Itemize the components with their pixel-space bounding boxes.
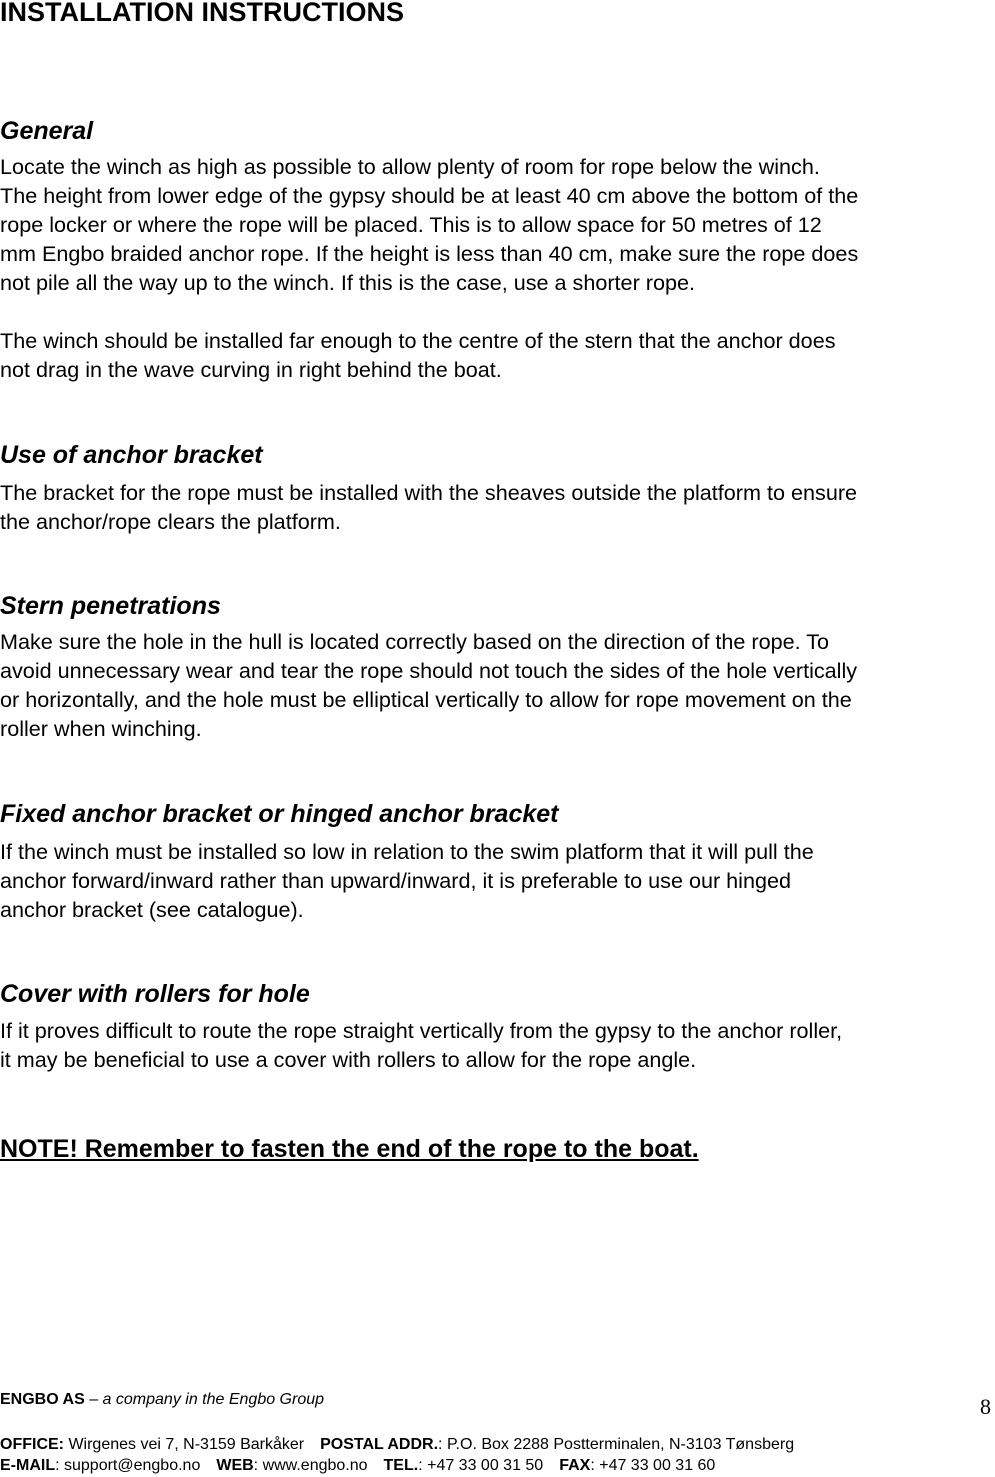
text-line: not drag in the wave curving in right behind the boat. (0, 357, 502, 382)
tel-value: : +47 33 00 31 50 (418, 1457, 544, 1474)
text-line: anchor bracket (see catalogue). (0, 897, 304, 922)
paragraph-cover-rollers (0, 1016, 995, 1074)
paragraph-general-2 (0, 326, 995, 384)
web-value: : www.engbo.no (253, 1457, 368, 1474)
footer-company (0, 1390, 324, 1410)
fax-value: : +47 33 00 31 60 (590, 1457, 716, 1474)
text-line: The bracket for the rope must be installed with the sheaves outside the platform to ensure (0, 480, 858, 505)
company-tagline: a company in the Engbo Group (102, 1391, 325, 1408)
text-line: Make sure the hole in the hull is located correctly based on the direction of the rope. To (0, 629, 830, 654)
company-name: ENGBO AS (0, 1391, 85, 1408)
section-heading-cover-rollers: Cover with rollers for hole (0, 980, 310, 1008)
fax-label: FAX (559, 1457, 591, 1474)
page-number: 8 (980, 1394, 991, 1419)
section-heading-general: General (0, 117, 94, 145)
footer-contact-line (0, 1456, 715, 1476)
section-heading-anchor-bracket: Use of anchor bracket (0, 441, 263, 469)
text-line: Locate the winch as high as possible to allow plenty of room for rope below the winch. (0, 154, 820, 179)
text-line: roller when winching. (0, 716, 202, 741)
text-line: mm Engbo braided anchor rope. If the height is less than 40 cm, make sure the rope does (0, 241, 859, 266)
text-line: it may be beneficial to use a cover with rollers to allow for the rope angle. (0, 1047, 697, 1072)
text-line: anchor forward/inward rather than upward/inward, it is preferable to use our hinged (0, 868, 792, 893)
tel-label: TEL. (383, 1457, 419, 1474)
company-separator: – (84, 1391, 103, 1408)
email-value: : support@engbo.no (55, 1457, 201, 1474)
office-label: OFFICE: (0, 1436, 64, 1453)
text-line: not pile all the way up to the winch. If this is the case, use a shorter rope. (0, 270, 695, 295)
text-line: the anchor/rope clears the platform. (0, 509, 341, 534)
text-line: or horizontally, and the hole must be elliptical vertically to allow for rope movement on the (0, 687, 852, 712)
postal-value: : P.O. Box 2288 Postterminalen, N-3103 Tønsberg (438, 1436, 795, 1453)
text-line: rope locker or where the rope will be placed. This is to allow space for 50 metres of 12 (0, 212, 822, 237)
text-line: If it proves difficult to route the rope straight vertically from the gypsy to the anchor roller, (0, 1018, 843, 1043)
section-heading-stern-penetrations: Stern penetrations (0, 592, 221, 620)
paragraph-general-1 (0, 152, 995, 297)
text-line: The height from lower edge of the gypsy should be at least 40 cm above the bottom of the (0, 183, 859, 208)
footer-address-line (0, 1435, 794, 1455)
text-line: The winch should be installed far enough to the centre of the stern that the anchor does (0, 328, 836, 353)
paragraph-anchor-bracket (0, 478, 995, 536)
paragraph-fixed-or-hinged (0, 837, 995, 924)
office-value: Wirgenes vei 7, N-3159 Barkåker (64, 1436, 305, 1453)
paragraph-stern-penetrations (0, 627, 995, 743)
page-title: INSTALLATION INSTRUCTIONS (0, 0, 404, 27)
email-label: E-MAIL (0, 1457, 56, 1474)
web-label: WEB (216, 1457, 254, 1474)
note-warning: NOTE! Remember to fasten the end of the rope to the boat. (0, 1135, 699, 1163)
postal-label: POSTAL ADDR. (320, 1436, 439, 1453)
text-line: If the winch must be installed so low in relation to the swim platform that it will pull the (0, 839, 814, 864)
text-line: avoid unnecessary wear and tear the rope should not touch the sides of the hole vertically (0, 658, 858, 683)
section-heading-fixed-or-hinged: Fixed anchor bracket or hinged anchor bracket (0, 800, 559, 828)
